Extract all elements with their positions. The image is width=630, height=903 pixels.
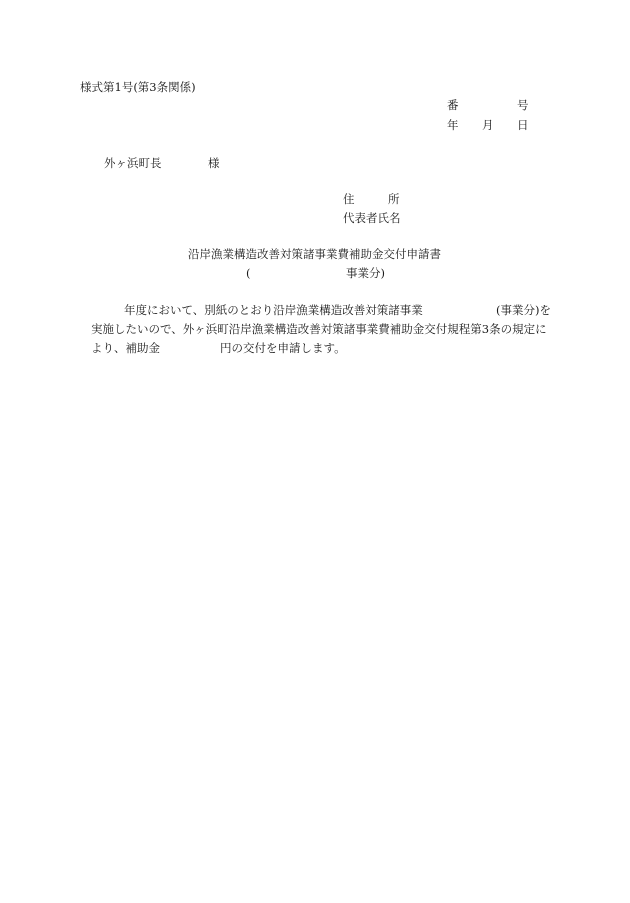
- subtitle-open-paren: (: [246, 266, 251, 280]
- address-label-first: 住: [343, 192, 355, 206]
- body-text-line-3a: より、補助金: [91, 341, 160, 355]
- form-number-label: 様式第1号(第3条関係): [80, 80, 196, 94]
- subtitle-project-suffix: 事業分): [346, 266, 385, 280]
- document-title: 沿岸漁業構造改善対策諸事業費補助金交付申請書: [188, 247, 441, 261]
- recipient-honorific: 様: [208, 156, 220, 170]
- document-number-label: 番: [447, 98, 459, 112]
- address-label-second: 所: [388, 192, 400, 206]
- date-year-label: 年: [447, 118, 459, 132]
- recipient-name: 外ヶ浜町長: [104, 156, 162, 170]
- body-text-line-1b: (事業分)を: [496, 303, 551, 317]
- date-month-label: 月: [482, 118, 494, 132]
- date-day-label: 日: [517, 118, 529, 132]
- body-text-line-3b: 円の交付を申請します。: [220, 341, 346, 355]
- body-text-line-2: 実施したいので、外ヶ浜町沿岸漁業構造改善対策諸事業費補助金交付規程第3条の規定に: [91, 322, 547, 336]
- document-number-suffix: 号: [517, 98, 529, 112]
- representative-name-label: 代表者氏名: [343, 211, 401, 225]
- body-text-line-1a: 年度において、別紙のとおり沿岸漁業構造改善対策諸事業: [124, 303, 423, 317]
